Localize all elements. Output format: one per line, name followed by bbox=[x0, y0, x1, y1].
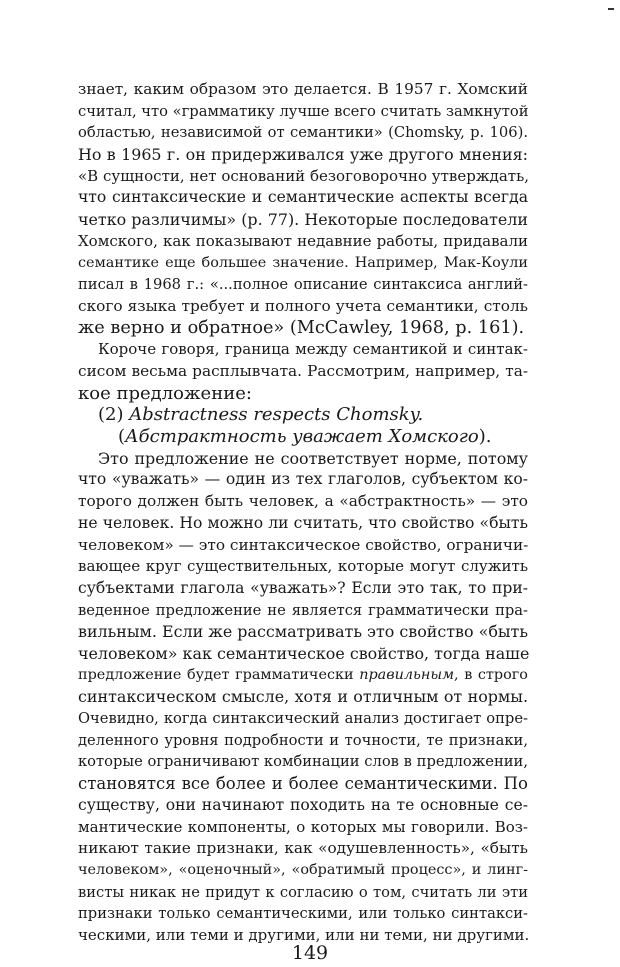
text-line: областью, независимой от семантики» (Chomsky, p. 106). bbox=[78, 124, 528, 141]
text-line: торого должен быть человек, а «абстрактность» — это bbox=[78, 492, 528, 510]
text-line: становятся все более и более семантическими. По bbox=[78, 774, 528, 793]
text-line-italic bbox=[78, 665, 528, 686]
text-line: Очевидно, когда синтаксический анализ достигает опре- bbox=[78, 710, 528, 727]
margin-mark bbox=[608, 8, 614, 10]
text-line: ского языка требует и полного учета семантики, столь bbox=[78, 297, 528, 315]
text-line: мантические компоненты, о которых мы говорили. Воз- bbox=[78, 818, 528, 836]
text-line: считал, что «грамматику лучше всего считать замкнутой bbox=[78, 103, 529, 120]
example-english-text: Abstractness respects Chomsky. bbox=[129, 404, 424, 425]
text-line: человеком» — это синтаксическое свойство, ограничи- bbox=[78, 536, 529, 554]
text-line: веденное предложение не является грамматически пра- bbox=[78, 602, 528, 619]
text-line: семантике еще большее значение. Например, Мак-Коули bbox=[78, 255, 528, 271]
text-line: Хомского, как показывают недавние работы, придавали bbox=[78, 232, 528, 250]
text-line: существу, они начинают походить на те основные се- bbox=[78, 796, 528, 814]
example-number: (2) bbox=[98, 404, 124, 425]
text-line: человеком», «оценочный», «обратимый процесс», и линг- bbox=[78, 862, 528, 878]
text-line: синтаксическом смысле, хотя и отличным от нормы. bbox=[78, 687, 528, 706]
text-line: Но в 1965 г. он придерживался уже другого мнения: bbox=[78, 145, 528, 164]
text-line: вильным. Если же рассматривать это свойство «быть bbox=[78, 622, 528, 641]
text-line: не человек. Но можно ли считать, что свойство «быть bbox=[78, 514, 528, 532]
text-line: вающее круг существительных, которые могут служить bbox=[78, 557, 528, 575]
example-russian-open: ( bbox=[118, 426, 126, 447]
text-line: же верно и обратное» (McCawley, 1968, p. 161). bbox=[78, 318, 525, 338]
text-line: Короче говоря, граница между семантикой и синтак- bbox=[98, 340, 528, 358]
example-russian-close: ). bbox=[478, 426, 492, 447]
example-russian-text: Абстрактность уважает Хомского bbox=[125, 426, 479, 447]
text-line: знает, каким образом это делается. В 1957 г. Хомский bbox=[78, 80, 528, 98]
text-line: ческими, или теми и другими, или ни теми, ни другими. bbox=[78, 926, 530, 944]
text-line: висты никак не придут к согласию о том, считать ли эти bbox=[78, 884, 528, 901]
text-line: кое предложение: bbox=[78, 383, 252, 404]
italic-after: , в строго bbox=[454, 667, 528, 683]
text-line: никают такие признаки, как «одушевленность», «быть bbox=[78, 839, 528, 857]
example-english bbox=[98, 404, 548, 425]
text-line: признаки только семантическими, или только синтакси- bbox=[78, 905, 528, 922]
text-line: субъектами глагола «уважать»? Если это так, то при- bbox=[78, 579, 528, 597]
text-line: человеком» как семантическое свойство, тогда наше bbox=[78, 644, 530, 663]
text-line: что «уважать» — один из тех глаголов, субъектом ко- bbox=[78, 470, 528, 488]
text-line: четко различимы» (p. 77). Некоторые последователи bbox=[78, 210, 528, 229]
text-line: «В сущности, нет оснований безоговорочно утверждать, bbox=[78, 167, 530, 185]
italic-word: правильным bbox=[359, 667, 455, 683]
text-line: писал в 1968 г.: «...полное описание синтаксиса англий- bbox=[78, 276, 528, 293]
italic-before: предложение будет грамматически bbox=[78, 667, 360, 683]
example-russian bbox=[118, 426, 568, 447]
page-number: 149 bbox=[291, 942, 329, 964]
text-line: сисом весьма расплывчата. Рассмотрим, например, та- bbox=[78, 362, 528, 380]
text-line: что синтаксические и семантические аспекты всегда bbox=[78, 188, 528, 206]
text-line: которые ограничивают комбинации слов в предложении, bbox=[78, 753, 528, 770]
text-line: Это предложение не соответствует норме, потому bbox=[98, 449, 528, 468]
text-line: деленного уровня подробности и точности, те признаки, bbox=[78, 732, 528, 749]
